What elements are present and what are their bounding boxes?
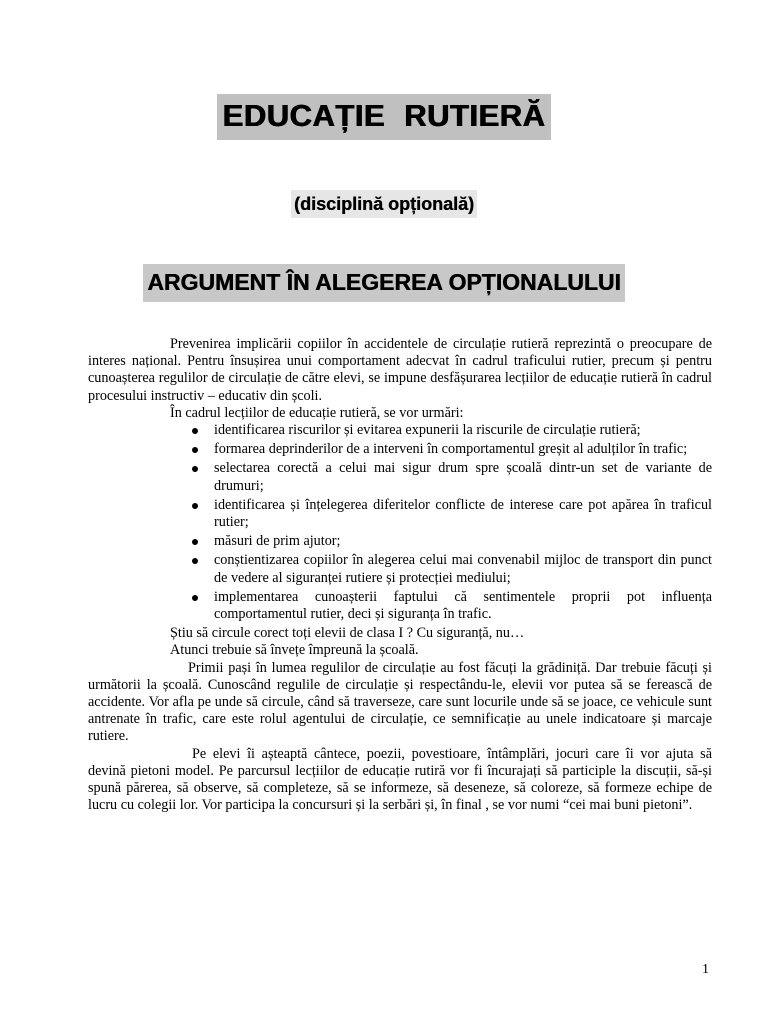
list-item: identificarea și înțelegerea diferitelor conflicte de interese care pot apărea în traficul rutier; [214, 497, 712, 531]
bullet-icon [192, 503, 198, 509]
paragraph-intro: Prevenirea implicării copiilor în accidentele de circulație rutieră reprezintă o preocupare de interes național. Pentru însușirea unui comportament adecvat în cadrul traficului rutier, precum și pentru cunoașterea regulilor de circulație de către elevi, se impune desfășurarea lecțiilor de educație rutieră în cadrul procesului instructiv – educativ din școli. [88, 336, 712, 404]
section-title-block [0, 264, 768, 302]
bullet-icon [192, 466, 198, 472]
document-subtitle: (disciplină opțională) [291, 190, 477, 218]
document-title: EDUCAȚIE RUTIERĂ [217, 94, 552, 140]
list-item: implementarea cunoașterii faptului că sentimentele proprii pot influența comportamentul rutier, deci și siguranța în trafic. [214, 589, 712, 623]
document-title-block [0, 94, 768, 140]
list-item: identificarea riscurilor și evitarea expunerii la riscurile de circulație rutieră; [214, 422, 712, 439]
bullet-icon [192, 447, 198, 453]
objectives-list [88, 422, 712, 623]
question-line: Știu să circule corect toți elevii de clasa I ? Cu siguranță, nu… [170, 625, 525, 642]
list-item: formarea deprinderilor de a interveni în comportamentul greșit al adulților în trafic; [214, 441, 712, 458]
list-item: conștientizarea copiilor în alegerea celui mai convenabil mijloc de transport din punct de vedere al siguranței rutiere și protecției mediului; [214, 552, 712, 586]
document-subtitle-block [0, 190, 768, 218]
list-item: selectarea corectă a celui mai sigur drum spre școală dintr-un set de variante de drumuri; [214, 460, 712, 494]
section-title: ARGUMENT ÎN ALEGEREA OPȚIONALULUI [143, 264, 625, 302]
bullet-icon [192, 428, 198, 434]
page-number: 1 [702, 962, 709, 977]
paragraph-activities: Pe elevi îi așteaptă cântece, poezii, povestioare, întâmplări, jocuri care îi vor ajuta să devină pietoni model. Pe parcursul lecțiilor de educație rutiră vor fi încurajați să participle la discuții, să-și spună părerea, să observe, să completeze, să se informeze, să deseneze, să coloreze, să formeze echipe de lucru cu colegii lor. Vor participa la concursuri și la serbări și, în final , se vor numi “cei mai buni pietoni”. [88, 745, 712, 814]
paragraph-first-steps: Primii pași în lumea regulilor de circulație au fost făcuți la grădiniță. Dar trebuie făcuți și următorii la școală. Cunoscând regulile de circulație și respectându-le, elevii vor putea să se ferească de accidente. Vor afla pe unde să circule, când să traverseze, care sunt locurile unde să se joace, ce vehicule sunt antrenate în trafic, care este rolul agentului de circulație, ce semnificație au unele indicatoare și marcaje rutiere. [88, 659, 712, 745]
bullet-icon [192, 595, 198, 601]
bullet-icon [192, 539, 198, 545]
answer-line: Atunci trebuie să învețe împreună la școală. [170, 642, 419, 659]
bullet-icon [192, 558, 198, 564]
list-intro: În cadrul lecțiilor de educație rutieră, se vor urmări: [170, 404, 464, 421]
body-text [88, 336, 712, 814]
list-item: măsuri de prim ajutor; [214, 533, 712, 550]
